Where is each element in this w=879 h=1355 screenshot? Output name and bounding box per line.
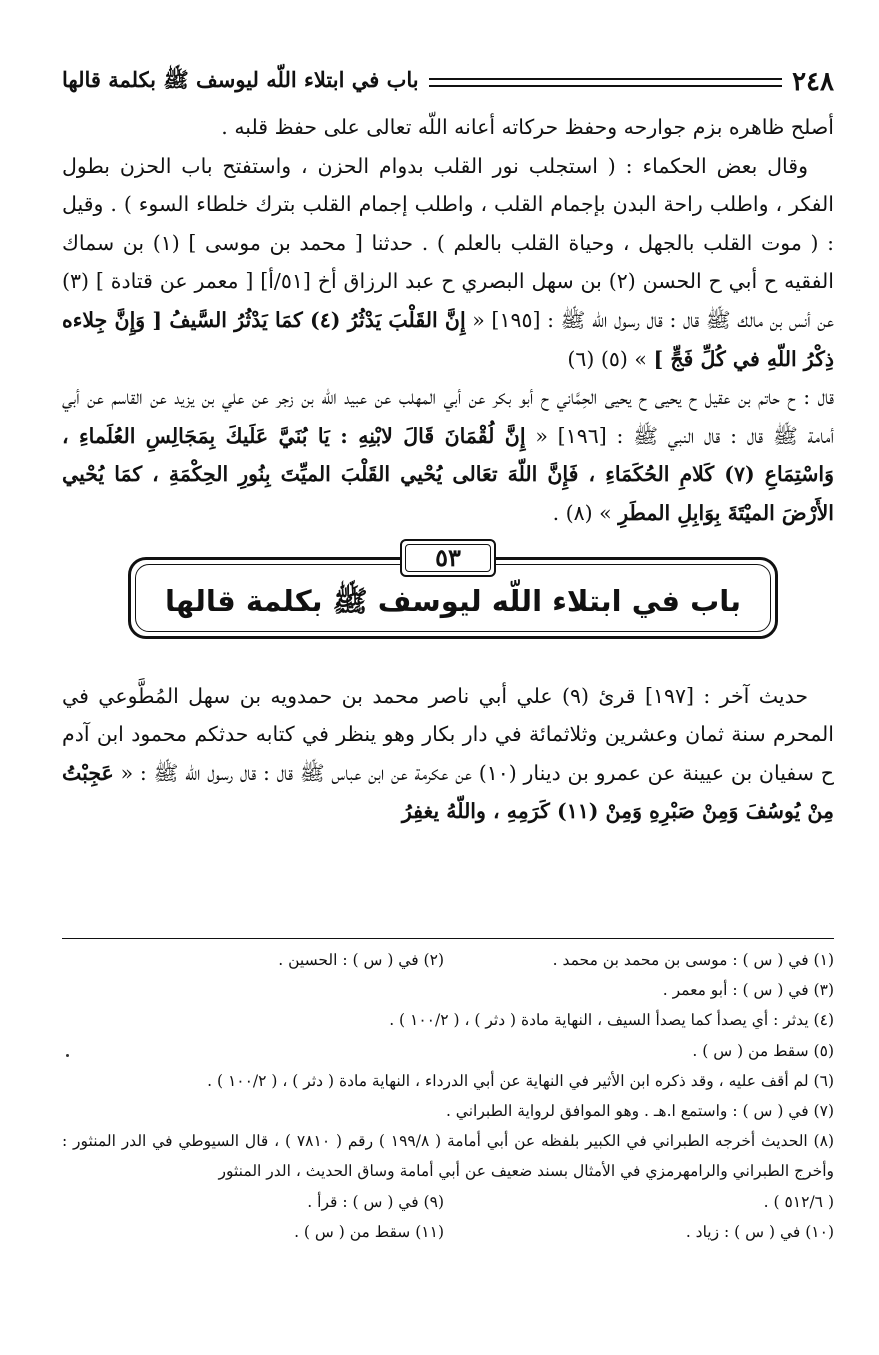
footnote-refs: » (٥) (٦) xyxy=(567,346,654,371)
footnote: (٨) الحديث أخرجه الطبراني في الكبير بلفظه عن أبي أمامة ( ١٩٩/٨ ) رقم ( ٧٨١٠ ) ، قال السيوطي في الدر المنثور : وأخرج الطبراني والرامهرمزي في الأمثال بسند ضعيف عن أبي أمامة وساق الحديث ، الدر المنثور xyxy=(62,1132,834,1181)
running-title: باب في ابتلاء اللّه ليوسف ﷺ بكلمة قالها xyxy=(62,66,419,92)
footnote: (٩) في ( س ) : قرأ . xyxy=(307,1192,444,1211)
paragraph: أصلح ظاهره بزم جوارحه وحفظ حركاته أعانه اللّه تعالى على حفظ قلبه . xyxy=(221,115,834,139)
footnote: (٥) سقط من ( س ) . xyxy=(692,1041,834,1060)
footnote: (٢) في ( س ) : الحسين . xyxy=(278,951,444,969)
footnote: (٧) في ( س ) : واستمع ا.هـ . وهو الموافق لرواية الطبراني . xyxy=(445,1102,834,1121)
paragraph-text: قال : ح حاتم بن عقيل ح يحيى ح يحيى الحِمَّاني ح أبو بكر عن أبي المهلب عن عبيد اللّه بن زجر عن علي بن يزيد عن القاسم عن أبي أمامة ﷺ قال : قال النبي ﷺ : xyxy=(62,385,834,448)
footnote-row xyxy=(62,945,834,975)
footnote: (٦) لم أقف عليه ، وقد ذكره ابن الأثير في النهاية عن أبي الدرداء ، النهاية مادة ( دثر ) ، ( ١٠٠/٢ ) . xyxy=(207,1071,834,1090)
page-number: ٢٤٨ xyxy=(792,67,834,97)
main-text xyxy=(62,108,834,533)
footnote: (١٠) في ( س ) : زياد . xyxy=(685,1222,834,1241)
footnote-continued: ( ٥١٢/٦ ) . xyxy=(763,1192,834,1211)
footnotes xyxy=(62,938,834,1247)
hadith-text: إِنَّ لُقْمَانَ قَالَ لابْنِهِ : يَا بُنَيَّ عَلَيكَ بِمَجَالِسِ العُلَماءِ ، وَاسْتِمَاعِ (٧) كَلامِ الحُكَمَاءِ ، فَإِنَّ اللّهَ تعَالى يُحْيي القَلْبَ الميِّتَ بِنُورِ الحِكْمَةِ ، كمَا يُحْيي الأَرْضَ الميْتَةَ بِوَابِلِ المطَرِ xyxy=(62,423,834,525)
paragraph-text: حديث آخر : [١٩٧] قرئ (٩) علي أبي ناصر محمد بن حمدويه بن سهل المُطَّوعي في المحرم سنة ثمان وعشرين وثلاثمائة في دار بكار وهو ينظر في كتابه حدثكم محمود ابن آدم ح سفيان بن عيينة عن عمرو بن دينار (١٠) عن عكرمة عن ابن عباس ﷺ قال : قال رسول اللّه ﷺ : « xyxy=(62,683,834,785)
paragraph-text: وقال بعض الحكماء : ( استجلب نور القلب بدوام الحزن ، واستفتح باب الحزن بطول الفكر ، واطلب راحة البدن بإجمام القلب ، واطلب إجمام القلب بترك خلطاء السوء ) . وقيل : ( موت القلب بالجهل ، وحياة القلب بالعلم ) . حدثنا [ محمد بن موسى ] (١) بن سماك الفقيه ح أبي ح الحسن (٢) بن سهل البصري ح عبد الرزاق أخ [٥١/أ] [ معمر عن قتادة ] (٣) عن أنس بن مالك ﷺ قال : قال رسول اللّه ﷺ : xyxy=(62,153,835,332)
footnote-row xyxy=(62,1187,834,1217)
footnote-row xyxy=(62,1217,834,1247)
hadith-number: [١٩٦] « xyxy=(525,423,607,448)
running-header xyxy=(62,60,834,104)
chapter-heading xyxy=(62,535,834,673)
footnote: (٤) يدثر : أي يصدأ كما يصدأ السيف ، النهاية مادة ( دثر ) ، ( ١٠٠/٢ ) . xyxy=(389,1011,834,1030)
footnote: (١١) سقط من ( س ) . xyxy=(294,1222,444,1241)
chapter-number: ٥٣ xyxy=(400,539,496,577)
page-content xyxy=(62,60,834,831)
header-rule xyxy=(429,78,783,87)
main-text-continued xyxy=(62,677,834,831)
footnote: (١) في ( س ) : موسى بن محمد بن محمد . xyxy=(552,951,834,969)
hadith-text: عَجِبْتُ مِنْ يُوسُفَ وَمِنْ صَبْرِهِ وَمِنْ (١١) كَرَمِهِ ، واللّهُ يغفِرُ xyxy=(62,760,834,824)
hadith-number: [١٩٥] « xyxy=(465,307,541,332)
footnote: (٣) في ( س ) : أبو معمر . xyxy=(662,981,834,1000)
stray-mark xyxy=(66,1054,69,1057)
paragraph xyxy=(62,147,834,379)
paragraph xyxy=(62,378,834,532)
footnote-refs: » (٨) . xyxy=(552,500,619,525)
chapter-title: باب في ابتلاء اللّه ليوسف ﷺ بكلمة قالها xyxy=(164,583,742,618)
paragraph xyxy=(62,677,834,831)
hadith-text: إِنَّ القَلْبَ يَدْثُرُ (٤) كمَا يَدْثُرُ السَّيفُ [ وَإِنَّ جِلاءه ذِكْرُ اللّهِ في كُلِّ فَجٍّ ] xyxy=(62,307,834,371)
